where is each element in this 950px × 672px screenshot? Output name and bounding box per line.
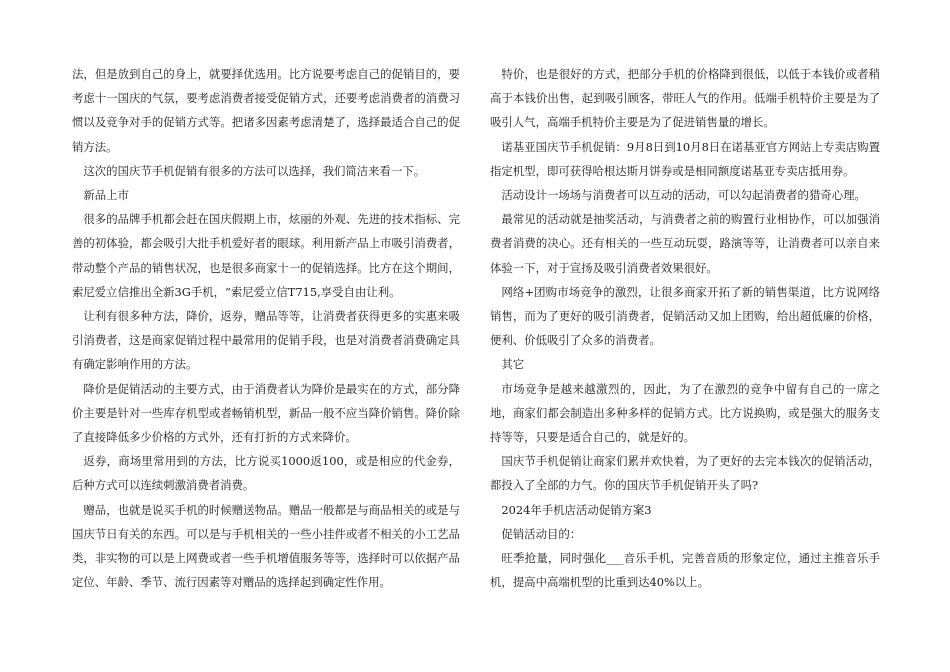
paragraph: 返券，商场里常用到的方法，比方说买1000返100，或是相应的代金券，后种方式可以连续刺激消费者消费。 bbox=[72, 454, 460, 493]
paragraph: 这次的国庆节手机促销有很多的方法可以选择，我们简洁来看一下。 bbox=[83, 163, 426, 178]
right-text-column bbox=[490, 62, 880, 594]
paragraph: 2024年手机店活动促销方案3 bbox=[501, 502, 652, 517]
paragraph: 旺季抢量，同时强化___音乐手机，完善音质的形象定位，通过主推音乐手机，提高中高端机型的比重到达40%以上。 bbox=[490, 551, 880, 590]
paragraph: 赠品，也就是说买手机的时候赠送物品。赠品一般都是与商品相关的或是与国庆节日有关的东西。可以是与手机相关的一些小挂件或者不相关的小工艺品类，非实物的可以是上网费或者一些手机增值服务等等，选择时可以依据产品定位、年龄、季节、流行因素等对赠品的选择起到确定性作用。 bbox=[72, 502, 460, 590]
paragraph: 促销活动目的： bbox=[501, 526, 582, 541]
paragraph: 市场竞争是越来越激烈的，因此，为了在激烈的竞争中留有自己的一席之地，商家们都会制造出多种多样的促销方式。比方说换购，或是强大的服务支持等等，只要是适合自己的，就是好的。 bbox=[490, 381, 880, 445]
paragraph: 新品上市 bbox=[83, 188, 129, 203]
paragraph: 诺基亚国庆节手机促销：9月8日到10月8日在诺基亚官方网站上专卖店购置指定机型，即可获得哈根达斯月饼券或是相同额度诺基亚专卖店抵用券。 bbox=[490, 139, 880, 178]
paragraph: 特价，也是很好的方式，把部分手机的价格降到很低，以低于本钱价或者稍高于本钱价出售，起到吸引顾客，带旺人气的作用。低端手机特价主要是为了吸引人气，高端手机特价主要是为了促进销售量的增长。 bbox=[490, 67, 880, 130]
left-text-column bbox=[72, 62, 460, 594]
paragraph: 网络+团购市场竞争的激烈，让很多商家开拓了新的销售渠道，比方说网络销售，而为了更好的吸引消费者，促销活动又加上团购，给出超低廉的价格，便利、价低吸引了众多的消费者。 bbox=[490, 284, 880, 348]
paragraph: 国庆节手机促销让商家们累并欢快着，为了更好的去完本钱次的促销活动，都投入了全部的力气。你的国庆节手机促销开头了吗? bbox=[490, 454, 880, 493]
paragraph: 最常见的活动就是抽奖活动，与消费者之前的购置行业相协作，可以加强消费者消费的决心。还有相关的一些互动玩耍，路演等等，让消费者可以亲自来体验一下，对于宣扬及吸引消费者效果很好。 bbox=[490, 212, 880, 275]
paragraph: 让利有很多种方法，降价，返券，赠品等等，让消费者获得更多的实惠来吸引消费者，这是商家促销过程中最常用的促销手段，也是对消费者消费确定具有确定影响作用的方法。 bbox=[72, 309, 460, 372]
paragraph: 很多的品牌手机都会赶在国庆假期上市，炫丽的外观、先进的技术指标、完善的初体验，都会吸引大批手机爱好者的眼球。利用新产品上市吸引消费者，带动整个产品的销售状况，也是很多商家十一的促销选择。比方在这个期间，索尼爱立信推出全新3G手机，“索尼爱立信T715,享受自由让利。 bbox=[72, 212, 460, 299]
paragraph: 其它 bbox=[501, 357, 525, 372]
paragraph: 活动设计一场场与消费者可以互动的活动，可以勾起消费者的猎奇心理。 bbox=[501, 188, 866, 203]
paragraph: 法，但是放到自己的身上，就要择优选用。比方说要考虑自己的促销目的，要考虑十一国庆的气氛，要考虑消费者接受促销方式，还要考虑消费者的消费习惯以及竞争对手的促销方式等。把诸多因素考虑清楚了，选择最适合自己的促销方法。 bbox=[72, 67, 460, 154]
paragraph: 降价是促销活动的主要方式，由于消费者认为降价是最实在的方式，部分降价主要是针对一些库存机型或者畅销机型，新品一般不应当降价销售。降价除了直接降低多少价格的方式外，还有打折的方式来降价。 bbox=[72, 381, 460, 445]
